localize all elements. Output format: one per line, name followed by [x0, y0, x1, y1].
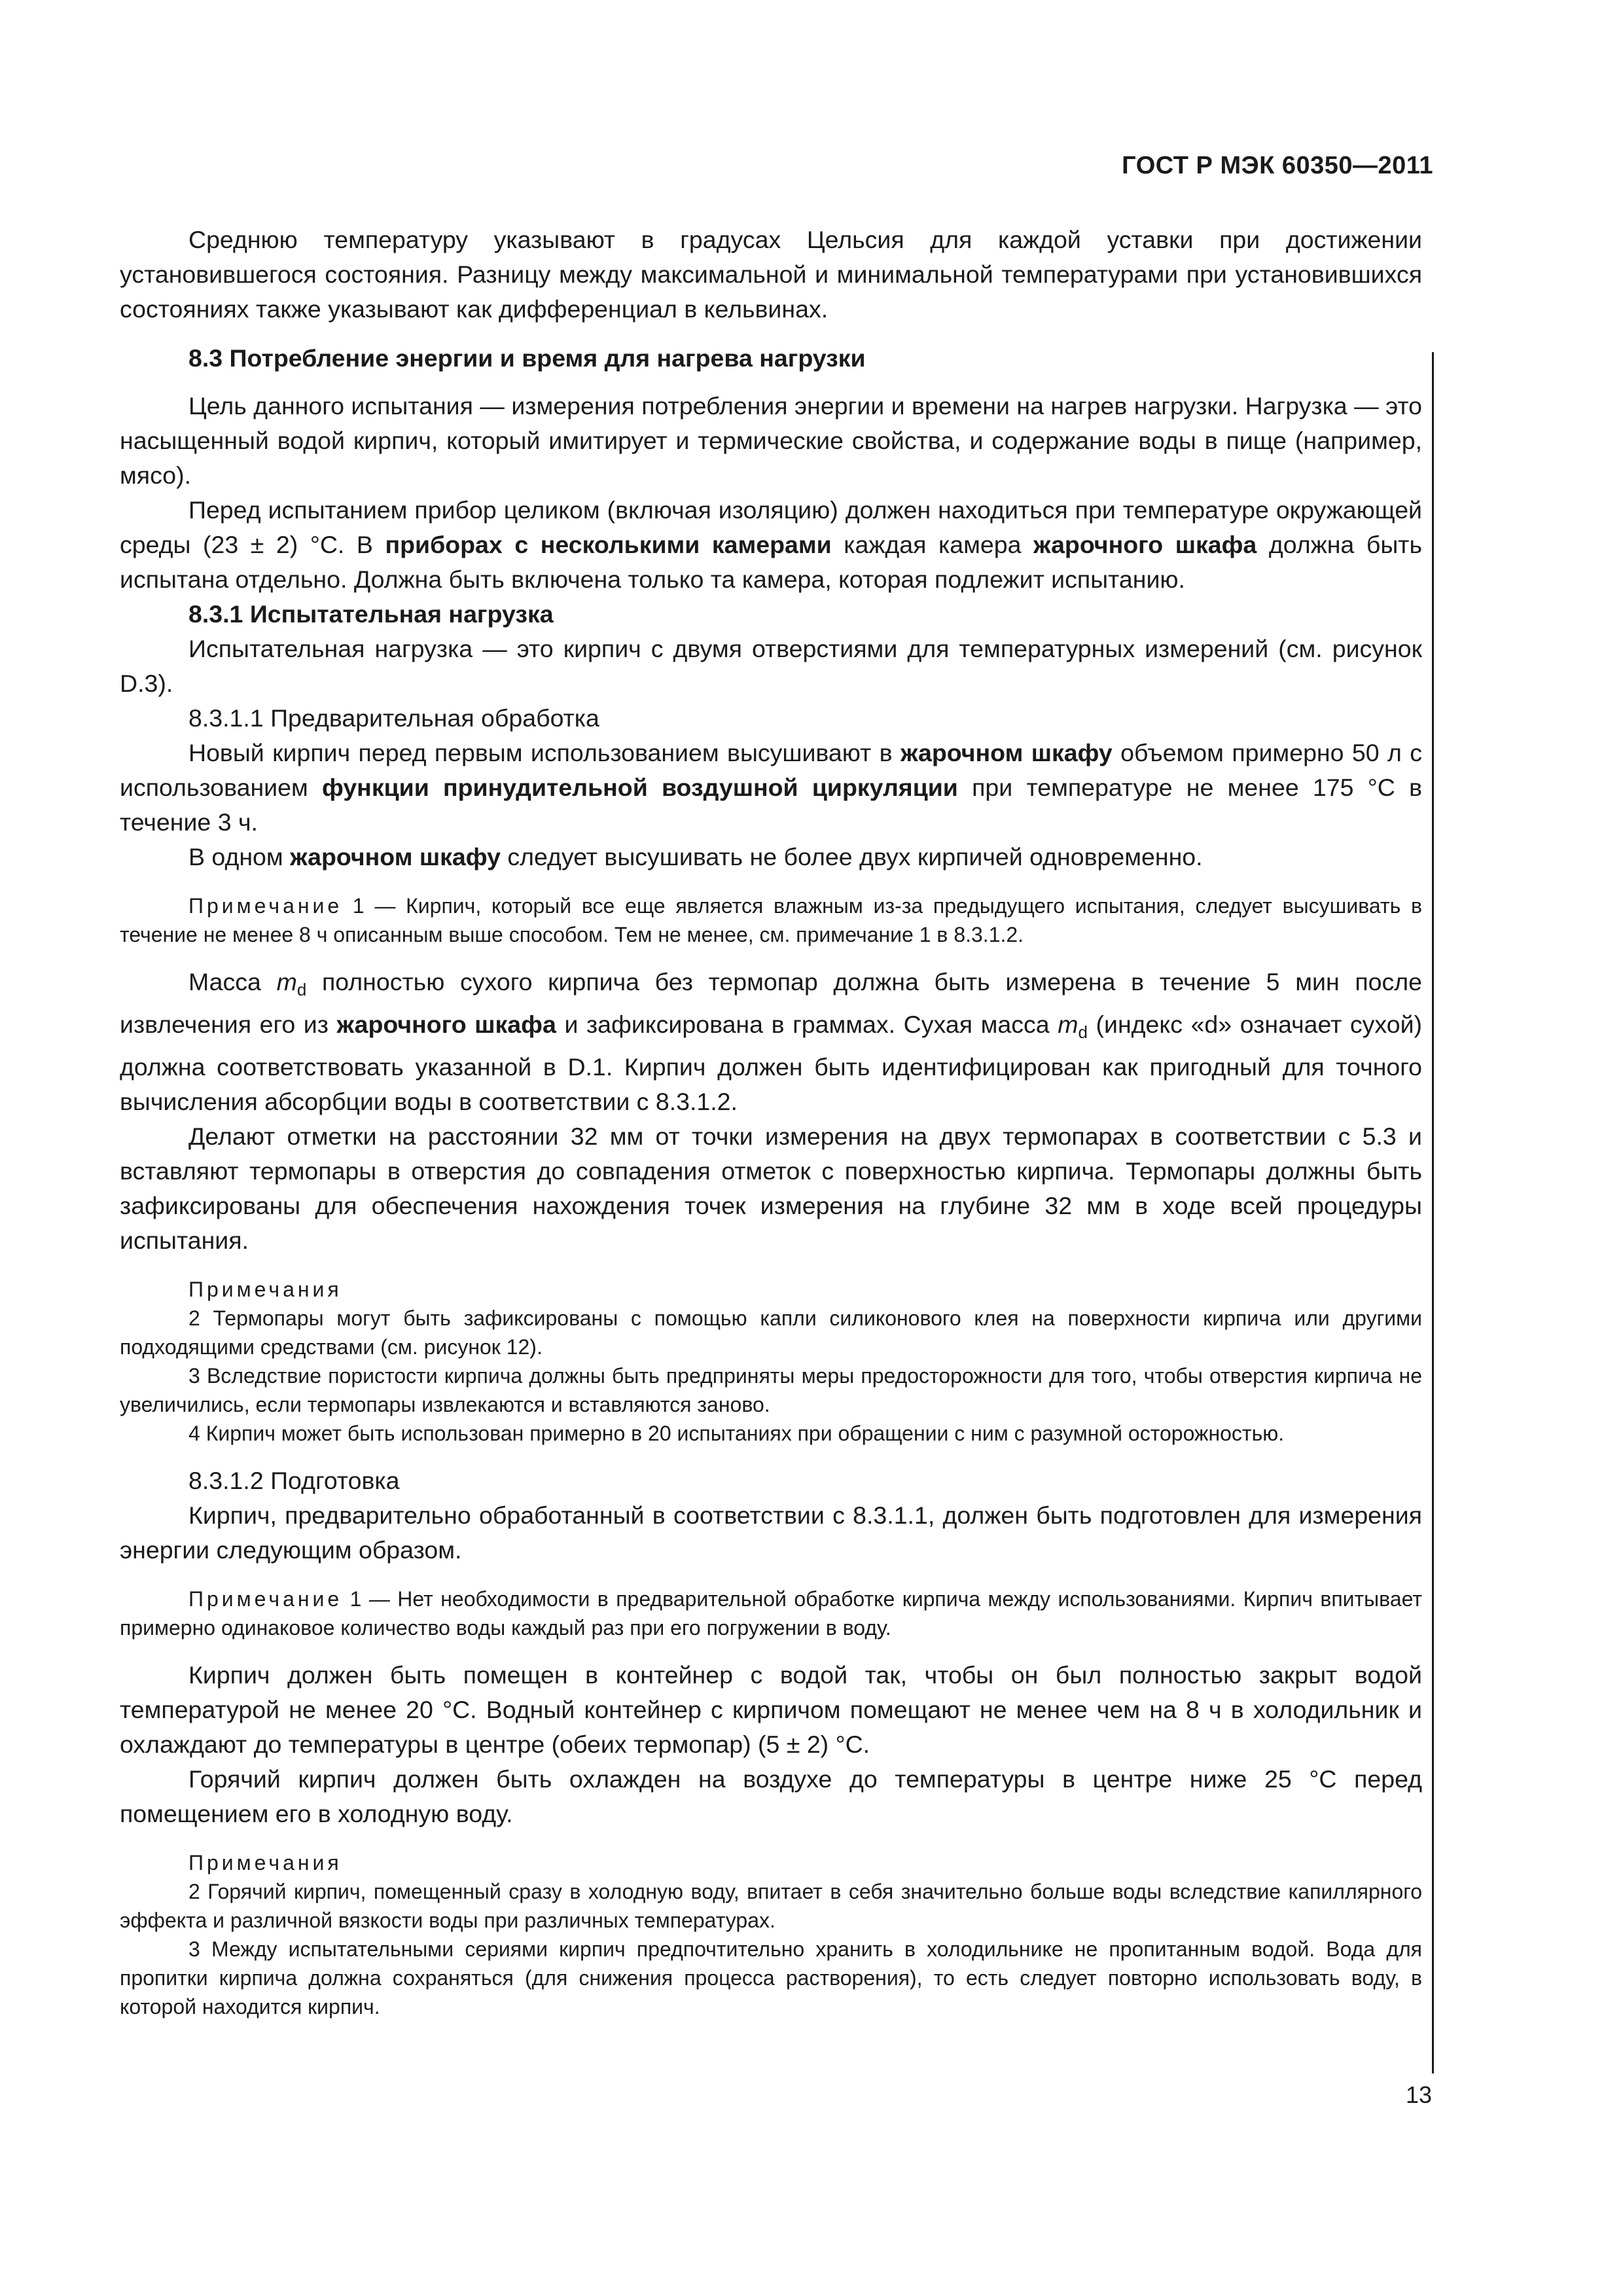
notes-label: [120, 1275, 1422, 1304]
paragraph: Испытательная нагрузка — это кирпич с двумя отверстиями для температурных измерений (см. рисунок D.3).: [120, 635, 1422, 697]
note-text: 1 — Нет необходимости в предварительной обработке кирпича между использованиями. Кирпич впитывает примерно одинаковое количество воды каждый раз при его погружении в воду.: [120, 1587, 1422, 1640]
text-run: следует высушивать не более двух кирпичей одновременно.: [500, 843, 1203, 870]
text-run: Масса: [188, 968, 277, 996]
note: 2 Термопары могут быть зафиксированы с помощью капли силиконового клея на поверхности кирпича или другими подходящими средствами (см. рисунок 12).: [120, 1306, 1422, 1359]
paragraph: Кирпич, предварительно обработанный в соответствии с 8.3.1.1, должен быть подготовлен для измерения энергии следующим образом.: [120, 1501, 1422, 1564]
paragraph: Цель данного испытания — измерения потребления энергии и времени на нагрев нагрузки. Нагрузка — это насыщенный водой кирпич, который имитирует и термические свойства, и содержание воды в пище (например, мясо).: [120, 392, 1422, 489]
text-run: В одном: [188, 843, 291, 870]
notes-label: [120, 1848, 1422, 1877]
paragraph: Делают отметки на расстоянии 32 мм от точки измерения на двух термопарах в соответствии с 5.3 и вставляют термопары в отверстия до совпадения отметок с поверхностью кирпича. Термопары должны быть зафиксированы для обеспечения нахождения точек измерения на глубине 32 мм в ходе всей процедуры испытания.: [120, 1122, 1422, 1254]
notes-block: [120, 1275, 1422, 1448]
text-run: (индекс «d» означает сухой) должна соответствовать указанной в D.1. Кирпич должен быть идентифицирован как пригодный для точного вычисления абсорбции воды в соответствии с 8.3.1.2.: [120, 1011, 1423, 1115]
text-run: должна быть испытана отдельно. Должна быть включена только та камера, которая подлежит испытанию.: [120, 531, 1422, 593]
notes-label-text: Примечания: [188, 1851, 342, 1874]
document-header: ГОСТ Р МЭК 60350—2011: [1122, 152, 1433, 179]
term-bold: жарочного шкафа: [336, 1011, 556, 1038]
paragraph: Горячий кирпич должен быть охлажден на воздухе до температуры в центре ниже 25 °С перед помещением его в холодную воду.: [120, 1765, 1422, 1827]
section-heading-8-3-1: 8.3.1 Испытательная нагрузка: [188, 600, 554, 628]
text-run: и зафиксирована в граммах. Сухая масса: [556, 1011, 1058, 1038]
change-bar: [1432, 352, 1434, 2073]
page-content: [120, 223, 1422, 2037]
note-block: [120, 1585, 1422, 1642]
note-text: 1 — Кирпич, который все еще является влажным из-за предыдущего испытания, следует высушивать в течение не менее 8 ч описанным выше способом. Тем не менее, см. примечание 1 в 8.3.1.2.: [120, 894, 1422, 946]
notes-label-text: Примечания: [188, 1278, 342, 1301]
note: [120, 891, 1422, 949]
variable-m: m: [276, 968, 297, 996]
section-heading-8-3-1-1: 8.3.1.1 Предварительная обработка: [188, 704, 599, 732]
paragraph: Кирпич должен быть помещен в контейнер с водой так, чтобы он был полностью закрыт водой температурой не менее 20 °С. Водный контейнер с кирпичом помещают не менее чем на 8 ч в холодильник и охлаждают до температуры в центре (обеих термопар) (5 ± 2) °С.: [120, 1661, 1422, 1758]
page-number: 13: [1405, 2081, 1432, 2108]
note: 2 Горячий кирпич, помещенный сразу в холодную воду, впитает в себя значительно больше воды вследствие капиллярного эффекта и различной вязкости воды при различных температурах.: [120, 1880, 1422, 1932]
subscript-d: d: [296, 980, 307, 999]
text-run: объемом примерно 50 л с использованием: [120, 739, 1422, 801]
variable-m: m: [1058, 1011, 1079, 1038]
term-bold: жарочном шкафу: [290, 843, 501, 870]
note-block: [120, 891, 1422, 949]
section-heading-8-3-1-2: 8.3.1.2 Подготовка: [188, 1467, 400, 1494]
term-bold: функции принудительной воздушной циркуляции: [322, 774, 958, 801]
text-run: Перед испытанием прибор целиком (включая изоляцию) должен находиться при температуре окружающей среды (23 ± 2) °С. В: [120, 496, 1422, 558]
note-label: Примечание: [188, 894, 343, 918]
paragraph: [120, 736, 1422, 840]
term-bold: жарочного шкафа: [1033, 531, 1257, 558]
paragraph: [120, 493, 1422, 597]
notes-block: [120, 1848, 1422, 2021]
paragraph: [120, 965, 1422, 1119]
note-label: Примечание: [188, 1587, 343, 1611]
text-run: полностью сухого кирпича без термопар должна быть измерена в течение 5 мин после извлечения его из: [120, 968, 1422, 1038]
section-heading-8-3: 8.3 Потребление энергии и время для нагрева нагрузки: [188, 344, 866, 372]
note: [120, 1585, 1422, 1642]
term-bold: жарочном шкафу: [900, 739, 1113, 766]
text-run: при температуре не менее 175 °С в течение 3 ч.: [120, 774, 1423, 836]
text-run: каждая камера: [831, 531, 1034, 558]
note: 3 Вследствие пористости кирпича должны быть предприняты меры предосторожности для того, чтобы отверстия кирпича не увеличились, если термопары извлекаются и вставляются заново.: [120, 1364, 1422, 1416]
paragraph: Среднюю температуру указывают в градусах Цельсия для каждой уставки при достижении установившегося состояния. Разницу между максимальной и минимальной температурами при установившихся состояниях также указывают как дифференциал в кельвинах.: [120, 226, 1422, 323]
note: 3 Между испытательными сериями кирпич предпочтительно хранить в холодильнике не пропитанным водой. Вода для пропитки кирпича должна сохраняться (для снижения процесса растворения), то есть следует повторно использовать воду, в которой находится кирпич.: [120, 1937, 1422, 2018]
subscript-d: d: [1078, 1022, 1088, 1042]
paragraph: [120, 840, 1422, 874]
term-bold: приборах с несколькими камерами: [385, 531, 832, 558]
note: 4 Кирпич может быть использован примерно в 20 испытаниях при обращении с ним с разумной осторожностью.: [188, 1422, 1285, 1445]
text-run: Новый кирпич перед первым использованием высушивают в: [188, 739, 901, 766]
